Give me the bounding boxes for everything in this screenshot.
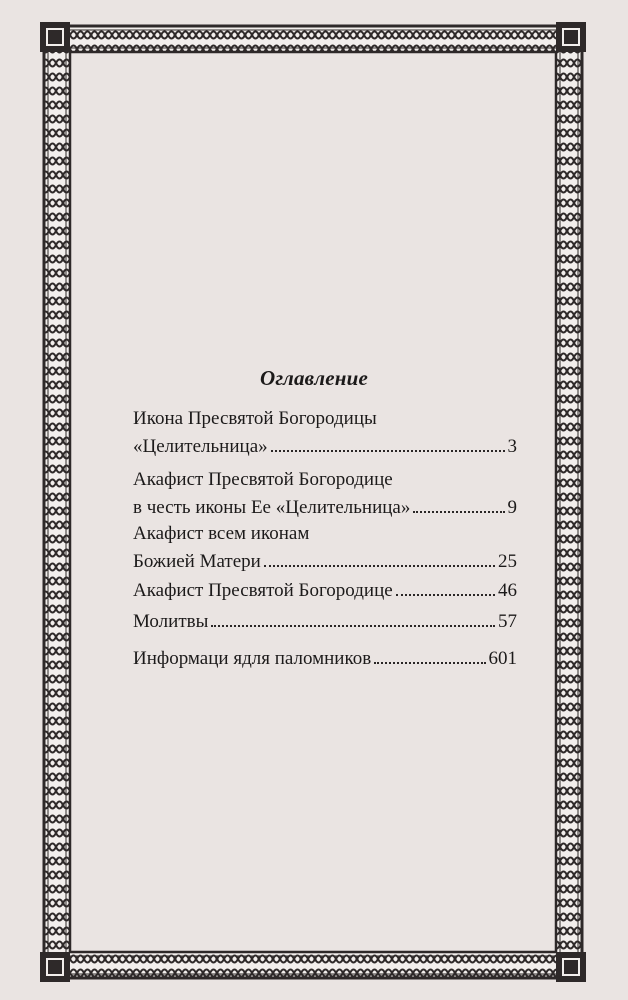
toc-entry-line1: Акафист всем иконам (133, 523, 310, 544)
toc-entry-line1: Акафист Пресвятой Богородице (133, 469, 393, 490)
toc-entry (133, 466, 517, 522)
toc-page-number: 601 (488, 648, 517, 669)
toc-entry (133, 577, 517, 605)
toc-entry-line2: Божией Матери 25 (133, 548, 517, 576)
toc-entry-line2: «Целительница» 3 (133, 433, 517, 461)
toc-entry (133, 405, 517, 461)
toc-entry-line: Информаци ядля паломников 601 (133, 645, 517, 673)
toc-entry (133, 520, 517, 576)
toc-page-number: 46 (498, 580, 517, 601)
toc-entry-line: Акафист Пресвятой Богородице 46 (133, 577, 517, 605)
toc-title: Оглавление (259, 366, 369, 390)
toc-entry-line2: в честь иконы Ее «Целительница» 9 (133, 494, 517, 522)
toc-entry (133, 608, 517, 636)
toc-page-number: 25 (498, 551, 517, 572)
toc-page-number: 3 (507, 436, 517, 457)
toc-entry (133, 645, 517, 673)
toc-page-number: 9 (507, 497, 517, 518)
toc-entry-line: Молитвы 57 (133, 608, 517, 636)
toc-page-number: 57 (498, 611, 517, 632)
toc-entry-line1: Икона Пресвятой Богородицы (133, 408, 377, 429)
